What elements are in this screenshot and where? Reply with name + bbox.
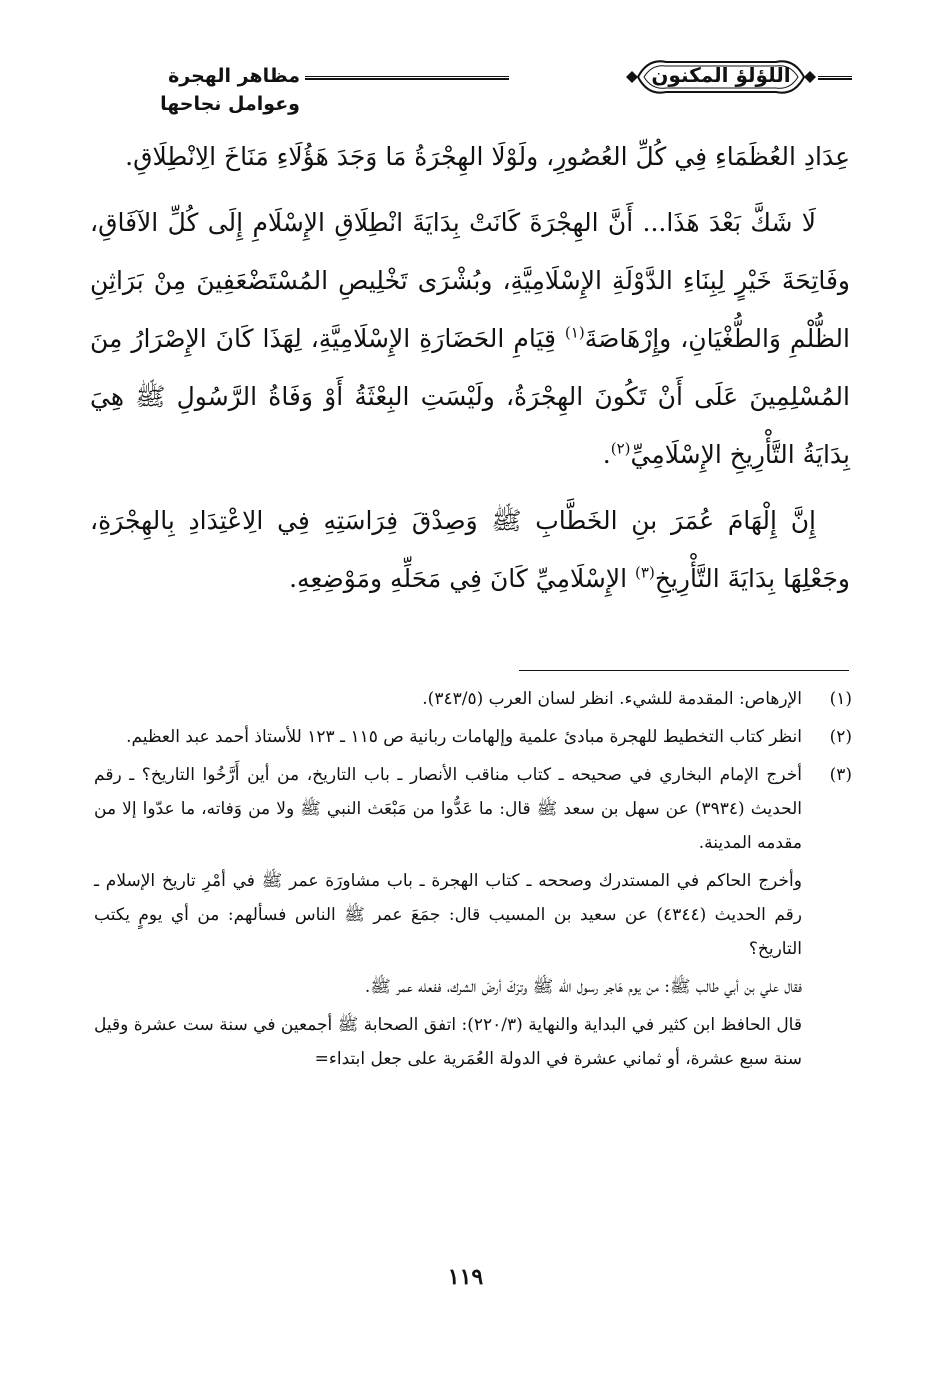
- footnote-text: الإرهاص: المقدمة للشيء. انظر لسان العرب (٣٤٣/٥).: [422, 689, 802, 709]
- header-rule-middle: [305, 76, 509, 80]
- footnote-text: انظر كتاب التخطيط للهجرة مبادئ علمية وإلهامات ربانية ص ١١٥ ـ ١٢٣ للأستاذ أحمد عبد العظيم.: [126, 727, 802, 747]
- footnote-3-continuation-1: وأخرج الحاكم في المستدرك وصححه ـ كتاب الهجرة ـ باب مشاورَة عمر ﷺ في أمْرِ تاريخ الإسلام ـ رقم الحديث (٤٣٤٤) عن سعيد بن المسيب قال: جمَعَ عمر ﷺ الناس فسألهم: من أي يومٍ يكتب التاريخ؟: [94, 871, 802, 959]
- paragraph-2: [90, 194, 850, 484]
- footnote-number: (٢): [829, 727, 852, 747]
- footnote-3: [94, 758, 852, 860]
- footnote-ref-1: (١): [564, 323, 585, 342]
- paragraph-2-part-2: قِيَامِ الحَضَارَةِ الإِسْلَامِيَّةِ، لِهَذَا كَانَ الإِصْرَارُ مِنَ المُسْلِمِينَ عَلَى أَنْ تَكُونَ الهِجْرَةُ، ولَيْسَتِ البِعْثَةُ أَوْ وَفَاةُ الرَّسُولِ ﷺ هِيَ بِدَايَةُ التَّأْرِيخِ الإِسْلَامِيِّ: [90, 324, 850, 469]
- paragraph-2-part-1: لَا شَكَّ بَعْدَ هَذَا... أَنَّ الهِجْرَةَ كَانَتْ بِدَايَةَ انْطِلَاقِ الإِسْلَامِ إِلَى كُلِّ الآفَاقِ، وفَاتِحَةَ خَيْرٍ لِبِنَاءِ الدَّوْلَةِ الإِسْلَامِيَّةِ، وبُشْرَى تَخْلِيصِ المُسْتَضْعَفِينَ مِنْ بَرَاثِنِ الظُّلْمِ وَالطُّغْيَانِ، وإِرْهَاصَةَ: [90, 208, 850, 353]
- footnote-text: أخرج الإمام البخاري في صحيحه ـ كتاب مناقب الأنصار ـ باب التاريخ، من أين أَرَّخُوا التاريخ؟ ـ رقم الحديث (٣٩٣٤) عن سهل بن سعد ﷺ قال: ما عَدُّوا من مَبْعَث النبي ﷺ ولا من وَفاته، ما عدّوا إلا من مقدمه المدينة.: [94, 765, 803, 853]
- footnote-1: [94, 682, 852, 716]
- running-header: [92, 48, 852, 115]
- footnote-number: (١): [829, 689, 852, 709]
- book-title: اللؤلؤ المكنون: [651, 63, 791, 87]
- footnote-number: (٣): [829, 765, 852, 785]
- footnote-2: [94, 720, 852, 754]
- footnote-3-continuation-3: قال الحافظ ابن كثير في البداية والنهاية (٢٢٠/٣): اتفق الصحابة ﷺ أجمعين في سنة ست عشرة وقيل سنة سبع عشرة، أو ثماني عشرة في الدولة العُمَرية على جعل ابتداء=: [94, 1015, 802, 1069]
- header-rule-right: [818, 76, 852, 80]
- paragraph-3: [90, 492, 850, 608]
- chapter-title: مظاهر الهجرة وعوامل نجاحها: [160, 65, 300, 115]
- footnote-ref-3: (٣): [635, 563, 655, 582]
- main-text: [90, 128, 850, 608]
- paragraph-2-end: .: [602, 440, 611, 469]
- paragraph-3-part-2: الإِسْلَامِيِّ كَانَ فِي مَحَلِّهِ ومَوْضِعِهِ.: [289, 564, 636, 593]
- footnote-3-continuation-2: فقال علي بن أبي طالب ﷺ: من يوم هَاجر رسول الله ﷺ وترَكَ أرضَ الشرك، ففعله عمر ﷺ.: [364, 977, 802, 997]
- footnote-ref-2: (٢): [610, 439, 631, 458]
- footnote-separator: [519, 670, 849, 671]
- paragraph-3-part-1: إِنَّ إِلْهَامَ عُمَرَ بنِ الخَطَّابِ ﷺ وَصِدْقَ فِرَاسَتِهِ فِي الِاعْتِدَادِ بِالهِجْرَةِ، وجَعْلِهَا بِدَايَةَ التَّأْرِيخِ: [90, 506, 850, 593]
- paragraph-1: عِدَادِ العُظَمَاءِ فِي كُلِّ العُصُورِ، ولَوْلَا الهِجْرَةُ مَا وَجَدَ هَؤُلَاءِ مَنَاخَ الِانْطِلَاقِ.: [125, 142, 850, 171]
- page-number: ١١٩: [447, 1264, 484, 1290]
- footnotes: [94, 682, 852, 1080]
